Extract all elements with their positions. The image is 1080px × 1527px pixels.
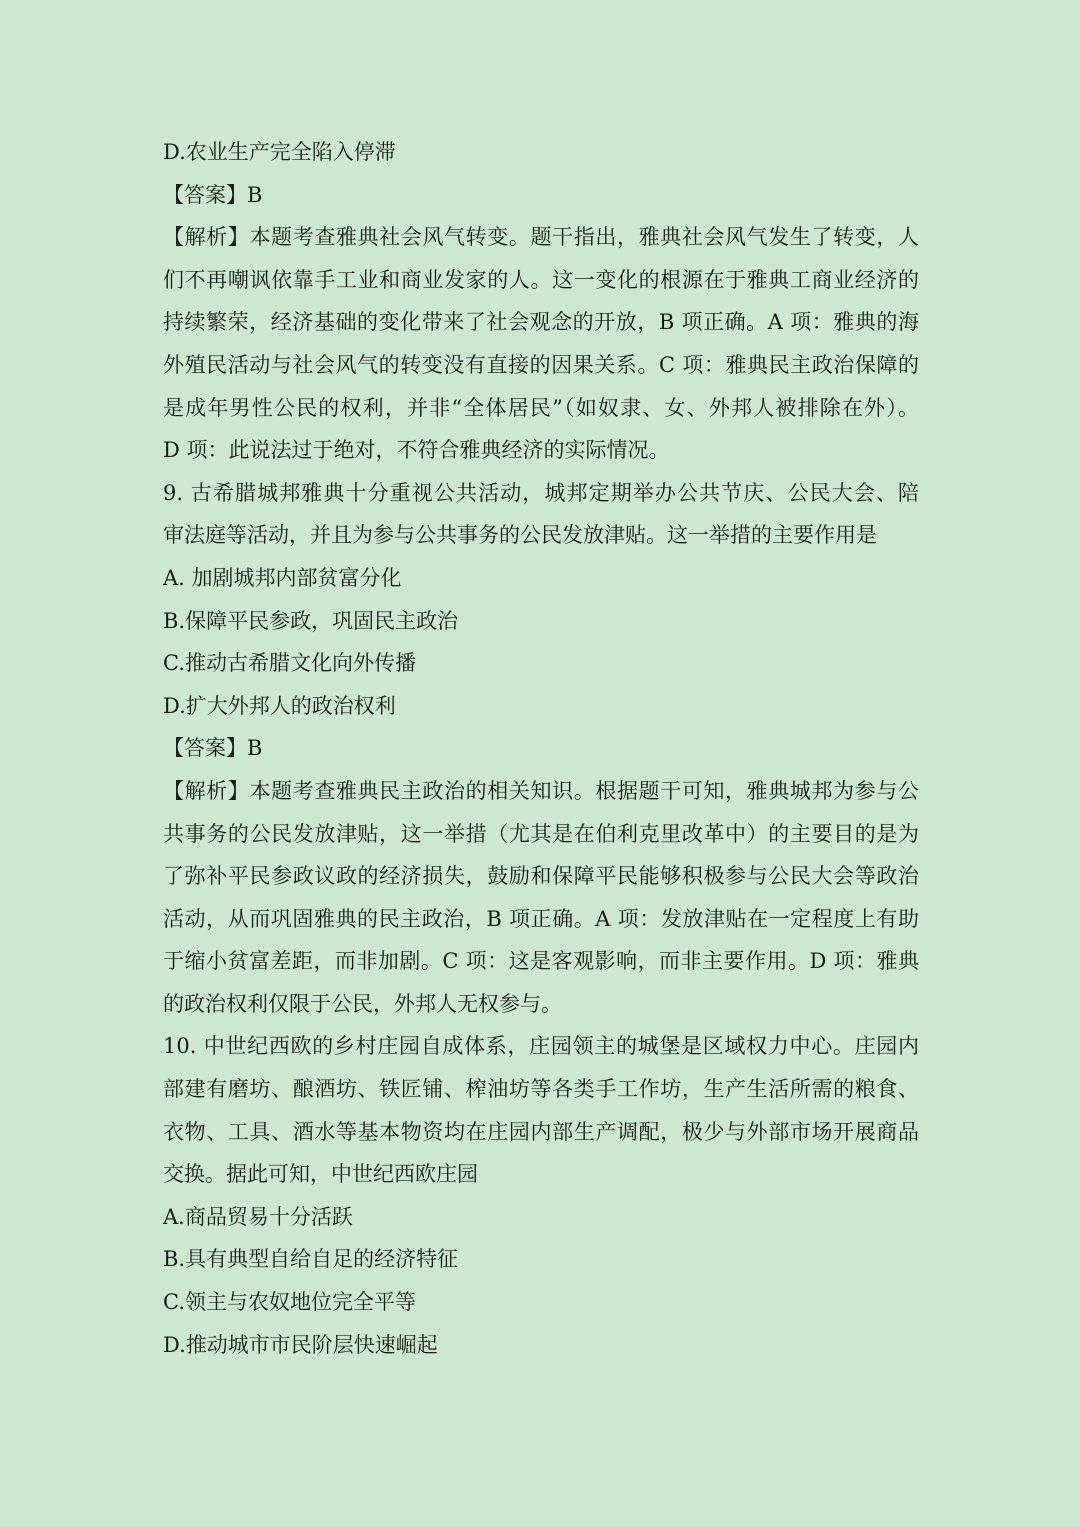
- text-line: 【答案】B: [163, 736, 263, 761]
- text-line: 10. 中世纪西欧的乡村庄园自成体系，庄园领主的城堡是区域权力中心。庄园内: [163, 1034, 919, 1059]
- text-line: D.农业生产完全陷入停滞: [163, 140, 396, 164]
- text-line: 持续繁荣，经济基础的变化带来了社会观念的开放，B 项正确。A 项：雅典的海: [163, 310, 919, 335]
- text-line: 了弥补平民参政议政的经济损失，鼓励和保障平民能够积极参与公民大会等政治: [163, 864, 919, 889]
- text-line: 衣物、工具、酒水等基本物资均在庄园内部生产调配，极少与外部市场开展商品: [163, 1119, 919, 1144]
- text-line: 9. 古希腊城邦雅典十分重视公共活动，城邦定期举办公共节庆、公民大会、陪: [163, 480, 919, 505]
- text-line: 【解析】本题考查雅典社会风气转变。题干指出，雅典社会风气发生了转变，人: [163, 225, 919, 250]
- text-line: 审法庭等活动，并且为参与公共事务的公民发放津贴。这一举措的主要作用是: [163, 523, 877, 548]
- document-page: [163, 131, 919, 1366]
- text-line: 【答案】B: [163, 182, 263, 207]
- text-line: 部建有磨坊、酿酒坊、铁匠铺、榨油坊等各类手工作坊，生产生活所需的粮食、: [163, 1077, 919, 1102]
- text-line: C.推动古希腊文化向外传播: [163, 651, 416, 676]
- text-line: D 项：此说法过于绝对，不符合雅典经济的实际情况。: [163, 438, 670, 463]
- text-line: 【解析】本题考查雅典民主政治的相关知识。根据题干可知，雅典城邦为参与公: [163, 778, 919, 803]
- text-line: 活动，从而巩固雅典的民主政治，B 项正确。A 项：发放津贴在一定程度上有助: [163, 906, 919, 931]
- text-line: 外殖民活动与社会风气的转变没有直接的因果关系。C 项：雅典民主政治保障的: [163, 352, 919, 377]
- text-line: B.保障平民参政，巩固民主政治: [163, 608, 459, 633]
- text-line: D.扩大外邦人的政治权利: [163, 693, 396, 718]
- text-line: 们不再嘲讽依靠手工业和商业发家的人。这一变化的根源在于雅典工商业经济的: [163, 267, 919, 292]
- text-line: B.具有典型自给自足的经济特征: [163, 1247, 459, 1272]
- text-line: D.推动城市市民阶层快速崛起: [163, 1332, 438, 1357]
- text-line: A.商品贸易十分活跃: [163, 1204, 353, 1229]
- text-line: 于缩小贫富差距，而非加剧。C 项：这是客观影响，而非主要作用。D 项：雅典: [163, 949, 919, 974]
- text-line: 的政治权利仅限于公民，外邦人无权参与。: [163, 991, 562, 1016]
- text-line: C.领主与农奴地位完全平等: [163, 1290, 416, 1315]
- text-line: 共事务的公民发放津贴，这一举措（尤其是在伯利克里改革中）的主要目的是为: [163, 821, 919, 846]
- text-line: A. 加剧城邦内部贫富分化: [163, 565, 402, 590]
- text-line: 是成年男性公民的权利，并非“全体居民”（如奴隶、女、外邦人被排除在外）。: [163, 395, 919, 420]
- text-line: 交换。据此可知，中世纪西欧庄园: [163, 1162, 478, 1187]
